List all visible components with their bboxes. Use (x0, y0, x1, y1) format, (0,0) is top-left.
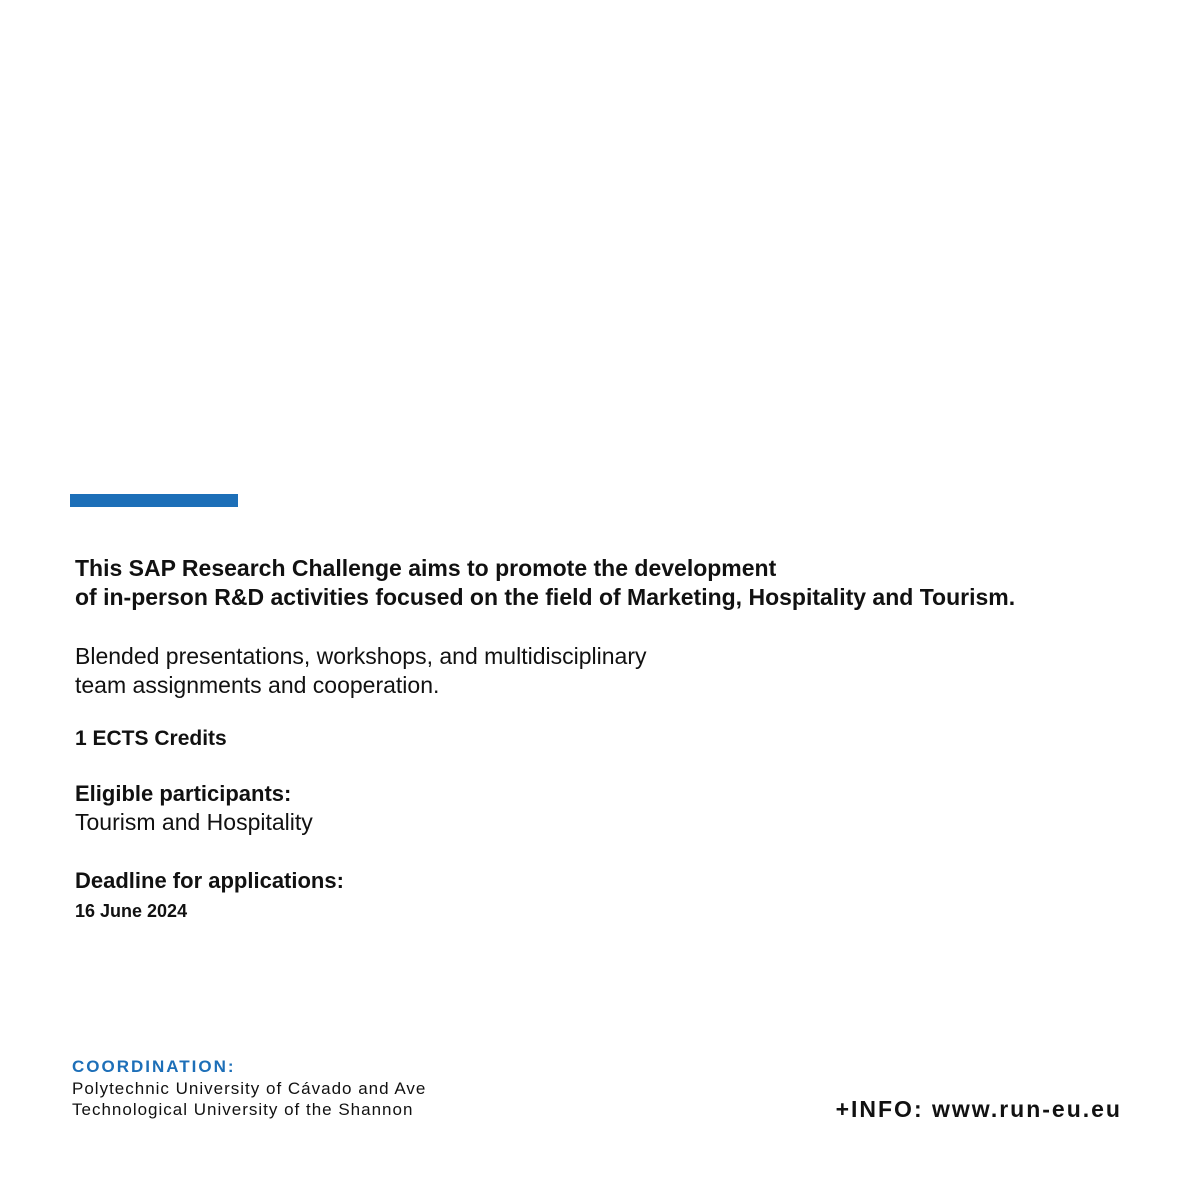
coordination-label: COORDINATION: (72, 1057, 236, 1076)
more-info-link[interactable]: +INFO: www.run-eu.eu (835, 1096, 1122, 1122)
intro-line: This SAP Research Challenge aims to promote the development (75, 555, 777, 581)
intro-statement (75, 554, 1155, 612)
description-line: team assignments and cooperation. (75, 672, 440, 698)
program-description (75, 642, 646, 700)
coordination-institutions (72, 1078, 426, 1120)
ects-credits: 1 ECTS Credits (75, 727, 227, 750)
accent-bar (70, 494, 238, 507)
description-line: Blended presentations, workshops, and multidisciplinary (75, 643, 647, 669)
intro-line: of in-person R&D activities focused on the field of Marketing, Hospitality and Tourism. (75, 584, 1016, 610)
institution-name: Technological University of the Shannon (72, 1100, 414, 1119)
institution-name: Polytechnic University of Cávado and Ave (72, 1079, 427, 1098)
eligible-participants-value: Tourism and Hospitality (75, 809, 313, 835)
eligible-participants-label: Eligible participants: (75, 781, 292, 806)
deadline-date: 16 June 2024 (75, 901, 188, 921)
deadline-label: Deadline for applications: (75, 868, 344, 893)
coordination-block (72, 1056, 426, 1120)
